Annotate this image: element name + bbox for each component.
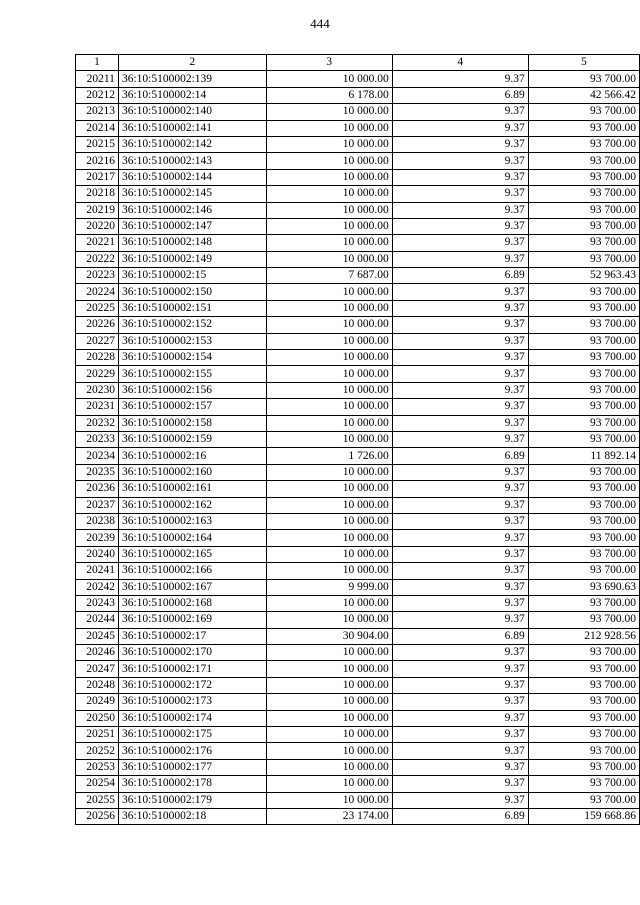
area-cell: 10 000.00 (266, 415, 392, 431)
rate-cell: 9.37 (392, 759, 528, 775)
table-row (76, 743, 640, 759)
cadastral-id-cell: 36:10:5100002:169 (118, 612, 266, 628)
row-number-cell: 20254 (76, 776, 119, 792)
amount-cell: 93 700.00 (528, 530, 639, 546)
cadastral-id-cell: 36:10:5100002:165 (118, 546, 266, 562)
row-number-cell: 20223 (76, 268, 119, 284)
rate-cell: 9.37 (392, 202, 528, 218)
amount-cell: 93 700.00 (528, 595, 639, 611)
area-cell: 10 000.00 (266, 710, 392, 726)
area-cell: 7 687.00 (266, 268, 392, 284)
cadastral-id-cell: 36:10:5100002:141 (118, 120, 266, 136)
rate-cell: 9.37 (392, 661, 528, 677)
cadastral-id-cell: 36:10:5100002:163 (118, 513, 266, 529)
cadastral-id-cell: 36:10:5100002:166 (118, 563, 266, 579)
table-row (76, 579, 640, 595)
amount-cell: 93 700.00 (528, 284, 639, 300)
cadastral-id-cell: 36:10:5100002:157 (118, 399, 266, 415)
amount-cell: 93 700.00 (528, 300, 639, 316)
table-row (76, 366, 640, 382)
rate-cell: 9.37 (392, 694, 528, 710)
row-number-cell: 20225 (76, 300, 119, 316)
table-row (76, 87, 640, 103)
table-row (76, 595, 640, 611)
cadastral-id-cell: 36:10:5100002:142 (118, 136, 266, 152)
row-number-cell: 20248 (76, 677, 119, 693)
cadastral-id-cell: 36:10:5100002:139 (118, 71, 266, 87)
table-row (76, 333, 640, 349)
rate-cell: 9.37 (392, 431, 528, 447)
table-row (76, 497, 640, 513)
amount-cell: 93 700.00 (528, 727, 639, 743)
row-number-cell: 20239 (76, 530, 119, 546)
table-row (76, 104, 640, 120)
amount-cell: 93 700.00 (528, 694, 639, 710)
row-number-cell: 20228 (76, 350, 119, 366)
row-number-cell: 20249 (76, 694, 119, 710)
table-row (76, 546, 640, 562)
area-cell: 10 000.00 (266, 563, 392, 579)
table-row (76, 235, 640, 251)
amount-cell: 93 700.00 (528, 317, 639, 333)
table-row (76, 317, 640, 333)
row-number-cell: 20243 (76, 595, 119, 611)
rate-cell: 9.37 (392, 169, 528, 185)
row-number-cell: 20227 (76, 333, 119, 349)
amount-cell: 93 700.00 (528, 792, 639, 808)
amount-cell: 93 700.00 (528, 546, 639, 562)
row-number-cell: 20232 (76, 415, 119, 431)
row-number-cell: 20233 (76, 431, 119, 447)
rate-cell: 9.37 (392, 563, 528, 579)
column-header: 3 (266, 55, 392, 71)
table-row (76, 120, 640, 136)
amount-cell: 93 700.00 (528, 186, 639, 202)
row-number-cell: 20241 (76, 563, 119, 579)
table-row (76, 677, 640, 693)
rate-cell: 9.37 (392, 497, 528, 513)
row-number-cell: 20229 (76, 366, 119, 382)
rate-cell: 9.37 (392, 513, 528, 529)
amount-cell: 93 700.00 (528, 776, 639, 792)
amount-cell: 93 700.00 (528, 513, 639, 529)
rate-cell: 9.37 (392, 595, 528, 611)
cadastral-id-cell: 36:10:5100002:177 (118, 759, 266, 775)
area-cell: 10 000.00 (266, 136, 392, 152)
row-number-cell: 20245 (76, 628, 119, 644)
cadastral-id-cell: 36:10:5100002:168 (118, 595, 266, 611)
amount-cell: 93 700.00 (528, 218, 639, 234)
row-number-cell: 20211 (76, 71, 119, 87)
amount-cell: 93 700.00 (528, 677, 639, 693)
rate-cell: 9.37 (392, 579, 528, 595)
row-number-cell: 20250 (76, 710, 119, 726)
area-cell: 10 000.00 (266, 317, 392, 333)
cadastral-id-cell: 36:10:5100002:179 (118, 792, 266, 808)
cadastral-id-cell: 36:10:5100002:174 (118, 710, 266, 726)
area-cell: 10 000.00 (266, 382, 392, 398)
area-cell: 10 000.00 (266, 546, 392, 562)
page-number: 444 (310, 16, 330, 31)
cadastral-id-cell: 36:10:5100002:164 (118, 530, 266, 546)
row-number-cell: 20214 (76, 120, 119, 136)
table-row (76, 284, 640, 300)
cadastral-id-cell: 36:10:5100002:160 (118, 464, 266, 480)
amount-cell: 93 700.00 (528, 759, 639, 775)
amount-cell: 93 700.00 (528, 153, 639, 169)
table-row (76, 448, 640, 464)
area-cell: 10 000.00 (266, 727, 392, 743)
area-cell: 10 000.00 (266, 333, 392, 349)
amount-cell: 93 700.00 (528, 743, 639, 759)
area-cell: 10 000.00 (266, 612, 392, 628)
amount-cell: 93 700.00 (528, 481, 639, 497)
table-row (76, 661, 640, 677)
area-cell: 10 000.00 (266, 120, 392, 136)
table-row (76, 464, 640, 480)
table-row (76, 382, 640, 398)
rate-cell: 9.37 (392, 300, 528, 316)
cadastral-id-cell: 36:10:5100002:143 (118, 153, 266, 169)
cadastral-id-cell: 36:10:5100002:150 (118, 284, 266, 300)
table-row (76, 136, 640, 152)
cadastral-id-cell: 36:10:5100002:17 (118, 628, 266, 644)
cadastral-id-cell: 36:10:5100002:170 (118, 645, 266, 661)
table-row (76, 71, 640, 87)
row-number-cell: 20219 (76, 202, 119, 218)
cadastral-id-cell: 36:10:5100002:156 (118, 382, 266, 398)
amount-cell: 93 700.00 (528, 661, 639, 677)
column-header: 1 (76, 55, 119, 71)
rate-cell: 9.37 (392, 612, 528, 628)
row-number-cell: 20252 (76, 743, 119, 759)
amount-cell: 93 700.00 (528, 382, 639, 398)
cadastral-id-cell: 36:10:5100002:151 (118, 300, 266, 316)
amount-cell: 93 700.00 (528, 251, 639, 267)
rate-cell: 9.37 (392, 104, 528, 120)
row-number-cell: 20242 (76, 579, 119, 595)
rate-cell: 6.89 (392, 808, 528, 824)
amount-cell: 93 700.00 (528, 399, 639, 415)
cadastral-id-cell: 36:10:5100002:159 (118, 431, 266, 447)
rate-cell: 9.37 (392, 464, 528, 480)
area-cell: 10 000.00 (266, 792, 392, 808)
rate-cell: 9.37 (392, 677, 528, 693)
table-row (76, 169, 640, 185)
row-number-cell: 20246 (76, 645, 119, 661)
cadastral-id-cell: 36:10:5100002:144 (118, 169, 266, 185)
area-cell: 10 000.00 (266, 169, 392, 185)
cadastral-id-cell: 36:10:5100002:146 (118, 202, 266, 218)
cadastral-id-cell: 36:10:5100002:149 (118, 251, 266, 267)
area-cell: 10 000.00 (266, 218, 392, 234)
amount-cell: 11 892.14 (528, 448, 639, 464)
row-number-cell: 20237 (76, 497, 119, 513)
amount-cell: 212 928.56 (528, 628, 639, 644)
row-number-cell: 20221 (76, 235, 119, 251)
rate-cell: 9.37 (392, 120, 528, 136)
rate-cell: 9.37 (392, 399, 528, 415)
amount-cell: 93 700.00 (528, 202, 639, 218)
row-number-cell: 20218 (76, 186, 119, 202)
row-number-cell: 20240 (76, 546, 119, 562)
rate-cell: 6.89 (392, 628, 528, 644)
rate-cell: 6.89 (392, 87, 528, 103)
cadastral-id-cell: 36:10:5100002:145 (118, 186, 266, 202)
rate-cell: 9.37 (392, 727, 528, 743)
row-number-cell: 20235 (76, 464, 119, 480)
amount-cell: 93 700.00 (528, 366, 639, 382)
amount-cell: 159 668.86 (528, 808, 639, 824)
area-cell: 10 000.00 (266, 366, 392, 382)
amount-cell: 93 700.00 (528, 71, 639, 87)
column-header: 2 (118, 55, 266, 71)
table-row (76, 694, 640, 710)
area-cell: 10 000.00 (266, 71, 392, 87)
amount-cell: 93 700.00 (528, 612, 639, 628)
rate-cell: 9.37 (392, 284, 528, 300)
area-cell: 10 000.00 (266, 677, 392, 693)
area-cell: 6 178.00 (266, 87, 392, 103)
table-body (76, 71, 640, 825)
cadastral-id-cell: 36:10:5100002:176 (118, 743, 266, 759)
row-number-cell: 20234 (76, 448, 119, 464)
amount-cell: 93 700.00 (528, 333, 639, 349)
rate-cell: 9.37 (392, 333, 528, 349)
row-number-cell: 20244 (76, 612, 119, 628)
rate-cell: 9.37 (392, 743, 528, 759)
area-cell: 10 000.00 (266, 251, 392, 267)
cadastral-id-cell: 36:10:5100002:171 (118, 661, 266, 677)
area-cell: 10 000.00 (266, 481, 392, 497)
amount-cell: 93 700.00 (528, 104, 639, 120)
cadastral-id-cell: 36:10:5100002:153 (118, 333, 266, 349)
table-row (76, 628, 640, 644)
area-cell: 10 000.00 (266, 776, 392, 792)
row-number-cell: 20238 (76, 513, 119, 529)
row-number-cell: 20230 (76, 382, 119, 398)
rate-cell: 9.37 (392, 546, 528, 562)
row-number-cell: 20224 (76, 284, 119, 300)
area-cell: 10 000.00 (266, 235, 392, 251)
cadastral-id-cell: 36:10:5100002:178 (118, 776, 266, 792)
rate-cell: 9.37 (392, 235, 528, 251)
amount-cell: 93 700.00 (528, 120, 639, 136)
row-number-cell: 20215 (76, 136, 119, 152)
table-row (76, 350, 640, 366)
area-cell: 10 000.00 (266, 464, 392, 480)
area-cell: 10 000.00 (266, 186, 392, 202)
amount-cell: 52 963.43 (528, 268, 639, 284)
table-row (76, 563, 640, 579)
row-number-cell: 20251 (76, 727, 119, 743)
row-number-cell: 20236 (76, 481, 119, 497)
table-row (76, 513, 640, 529)
rate-cell: 9.37 (392, 481, 528, 497)
area-cell: 10 000.00 (266, 743, 392, 759)
rate-cell: 9.37 (392, 218, 528, 234)
row-number-cell: 20247 (76, 661, 119, 677)
amount-cell: 93 700.00 (528, 136, 639, 152)
area-cell: 10 000.00 (266, 661, 392, 677)
area-cell: 10 000.00 (266, 645, 392, 661)
cadastral-id-cell: 36:10:5100002:16 (118, 448, 266, 464)
cadastral-id-cell: 36:10:5100002:162 (118, 497, 266, 513)
cadastral-id-cell: 36:10:5100002:167 (118, 579, 266, 595)
data-table (75, 54, 640, 825)
area-cell: 10 000.00 (266, 202, 392, 218)
cadastral-id-cell: 36:10:5100002:147 (118, 218, 266, 234)
cadastral-id-cell: 36:10:5100002:14 (118, 87, 266, 103)
row-number-cell: 20253 (76, 759, 119, 775)
table-row (76, 399, 640, 415)
area-cell: 10 000.00 (266, 350, 392, 366)
rate-cell: 9.37 (392, 71, 528, 87)
table-row (76, 415, 640, 431)
amount-cell: 93 700.00 (528, 431, 639, 447)
amount-cell: 93 700.00 (528, 710, 639, 726)
cadastral-id-cell: 36:10:5100002:148 (118, 235, 266, 251)
rate-cell: 9.37 (392, 350, 528, 366)
area-cell: 10 000.00 (266, 153, 392, 169)
cadastral-id-cell: 36:10:5100002:152 (118, 317, 266, 333)
rate-cell: 9.37 (392, 366, 528, 382)
rate-cell: 9.37 (392, 415, 528, 431)
amount-cell: 93 700.00 (528, 350, 639, 366)
area-cell: 9 999.00 (266, 579, 392, 595)
table-row (76, 645, 640, 661)
table-row (76, 792, 640, 808)
area-cell: 1 726.00 (266, 448, 392, 464)
amount-cell: 93 700.00 (528, 497, 639, 513)
row-number-cell: 20220 (76, 218, 119, 234)
table-row (76, 218, 640, 234)
row-number-cell: 20255 (76, 792, 119, 808)
amount-cell: 93 690.63 (528, 579, 639, 595)
rate-cell: 9.37 (392, 382, 528, 398)
amount-cell: 93 700.00 (528, 235, 639, 251)
cadastral-id-cell: 36:10:5100002:173 (118, 694, 266, 710)
area-cell: 10 000.00 (266, 694, 392, 710)
amount-cell: 93 700.00 (528, 563, 639, 579)
table-row (76, 251, 640, 267)
rate-cell: 9.37 (392, 530, 528, 546)
rate-cell: 9.37 (392, 317, 528, 333)
table-row (76, 268, 640, 284)
amount-cell: 93 700.00 (528, 464, 639, 480)
table-row (76, 153, 640, 169)
rate-cell: 6.89 (392, 448, 528, 464)
rate-cell: 9.37 (392, 710, 528, 726)
row-number-cell: 20212 (76, 87, 119, 103)
amount-cell: 93 700.00 (528, 645, 639, 661)
cadastral-id-cell: 36:10:5100002:154 (118, 350, 266, 366)
table-row (76, 481, 640, 497)
amount-cell: 42 566.42 (528, 87, 639, 103)
cadastral-id-cell: 36:10:5100002:175 (118, 727, 266, 743)
cadastral-id-cell: 36:10:5100002:140 (118, 104, 266, 120)
table-row (76, 710, 640, 726)
row-number-cell: 20256 (76, 808, 119, 824)
table-row (76, 186, 640, 202)
table-row (76, 727, 640, 743)
table-row (76, 530, 640, 546)
table-row (76, 776, 640, 792)
table-row (76, 300, 640, 316)
rate-cell: 9.37 (392, 645, 528, 661)
table-row (76, 759, 640, 775)
row-number-cell: 20216 (76, 153, 119, 169)
area-cell: 10 000.00 (266, 431, 392, 447)
header-row (76, 55, 640, 71)
area-cell: 23 174.00 (266, 808, 392, 824)
cadastral-id-cell: 36:10:5100002:155 (118, 366, 266, 382)
table-row (76, 808, 640, 824)
area-cell: 10 000.00 (266, 399, 392, 415)
table-row (76, 612, 640, 628)
row-number-cell: 20217 (76, 169, 119, 185)
amount-cell: 93 700.00 (528, 169, 639, 185)
rate-cell: 9.37 (392, 153, 528, 169)
row-number-cell: 20222 (76, 251, 119, 267)
rate-cell: 9.37 (392, 792, 528, 808)
column-header: 4 (392, 55, 528, 71)
cadastral-id-cell: 36:10:5100002:18 (118, 808, 266, 824)
rate-cell: 9.37 (392, 136, 528, 152)
rate-cell: 9.37 (392, 251, 528, 267)
cadastral-id-cell: 36:10:5100002:161 (118, 481, 266, 497)
column-header: 5 (528, 55, 639, 71)
area-cell: 10 000.00 (266, 104, 392, 120)
row-number-cell: 20213 (76, 104, 119, 120)
rate-cell: 9.37 (392, 186, 528, 202)
area-cell: 10 000.00 (266, 759, 392, 775)
rate-cell: 9.37 (392, 776, 528, 792)
row-number-cell: 20226 (76, 317, 119, 333)
cadastral-id-cell: 36:10:5100002:158 (118, 415, 266, 431)
area-cell: 10 000.00 (266, 513, 392, 529)
table-row (76, 431, 640, 447)
area-cell: 10 000.00 (266, 300, 392, 316)
amount-cell: 93 700.00 (528, 415, 639, 431)
rate-cell: 6.89 (392, 268, 528, 284)
table-row (76, 202, 640, 218)
cadastral-id-cell: 36:10:5100002:15 (118, 268, 266, 284)
area-cell: 30 904.00 (266, 628, 392, 644)
area-cell: 10 000.00 (266, 595, 392, 611)
row-number-cell: 20231 (76, 399, 119, 415)
cadastral-id-cell: 36:10:5100002:172 (118, 677, 266, 693)
area-cell: 10 000.00 (266, 530, 392, 546)
area-cell: 10 000.00 (266, 284, 392, 300)
area-cell: 10 000.00 (266, 497, 392, 513)
